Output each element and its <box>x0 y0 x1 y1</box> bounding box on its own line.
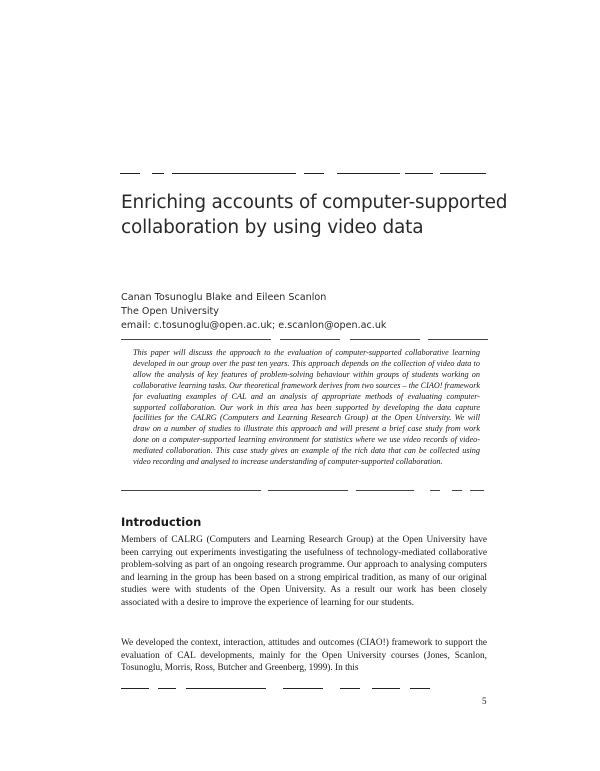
body-paragraph: We developed the context, interaction, attitudes and outcomes (CIAO!) framework to support the evaluation of CAL developments, mainly for the Open University courses (Jones, Scanlon, Tosunoglu, Morris, Ross, Butcher and Greenberg, 1999). In this <box>121 638 487 673</box>
author-names: Canan Tosunoglu Blake and Eileen Scanlon <box>121 292 327 303</box>
top-rule <box>172 173 296 174</box>
abstract-text: This paper will discuss the approach to the evaluation of computer-supported collaborative learning developed in our group over the past ten years. This approach depends on the collection of video data to allow the analysis of key features of problem-solving behaviour within groups of students working on collaborative learning tasks. Our theoretical framework derives from two sources – the CIAO! framework for evaluating examples of CAL and an analysis of appropriate methods of evaluating computer-supported collaboration. Our work in this area has been supported by developing the data capture facilities for the CALRG (Computers and Learning Research Group) at the Open University. We will draw on a number of studies to illustrate this approach and will present a brief case study from work done on a computer-supported learning environment for statistics where we use video records of video-mediated collaboration. This case study gives an example of the rich data that can be collected using video recording and analysed to increase understanding of computer-supported collaboration. <box>133 348 481 467</box>
top-rule <box>405 173 433 174</box>
footer-rule <box>283 688 323 689</box>
author-affiliation: The Open University <box>121 306 219 317</box>
abstract-bottom-rule <box>268 490 348 491</box>
top-rule <box>337 173 400 174</box>
top-rule <box>440 173 486 174</box>
top-rule <box>152 173 164 174</box>
section-heading: Introduction <box>121 515 202 529</box>
footer-rule <box>340 688 360 689</box>
abstract-bottom-rule <box>430 490 440 491</box>
abstract-top-rule <box>428 339 488 340</box>
footer-rule <box>372 688 400 689</box>
paper-title: Enriching accounts of computer-supported collaboration by using video data <box>121 192 508 238</box>
footer-rule <box>410 688 430 689</box>
top-rule <box>120 173 140 174</box>
footer-rule <box>121 688 149 689</box>
page-number: 5 <box>482 696 487 706</box>
footer-rule <box>158 688 176 689</box>
abstract-bottom-rule <box>452 490 462 491</box>
abstract-top-rule <box>280 339 340 340</box>
abstract-bottom-rule <box>470 490 484 491</box>
top-rule <box>304 173 324 174</box>
footer-rule <box>186 688 266 689</box>
author-email: email: c.tosunoglu@open.ac.uk; e.scanlon@open.ac.uk <box>121 320 387 331</box>
body-paragraph: Members of CALRG (Computers and Learning Research Group) at the Open University have been carrying out experiments investigating the usefulness of technology-mediated collaborative problem-solving as part of an ongoing research programme. Our approach to analysing computers and learning in the group has been based on a strong empirical tradition, as many of our original studies were with students of the Open University. As a result our work has been closely associated with a desire to improve the experience of learning for our students. <box>121 535 487 608</box>
abstract-bottom-rule <box>356 490 414 491</box>
abstract-top-rule <box>121 339 271 340</box>
abstract-bottom-rule <box>121 490 261 491</box>
author-block <box>121 291 387 333</box>
abstract-top-rule <box>350 339 420 340</box>
